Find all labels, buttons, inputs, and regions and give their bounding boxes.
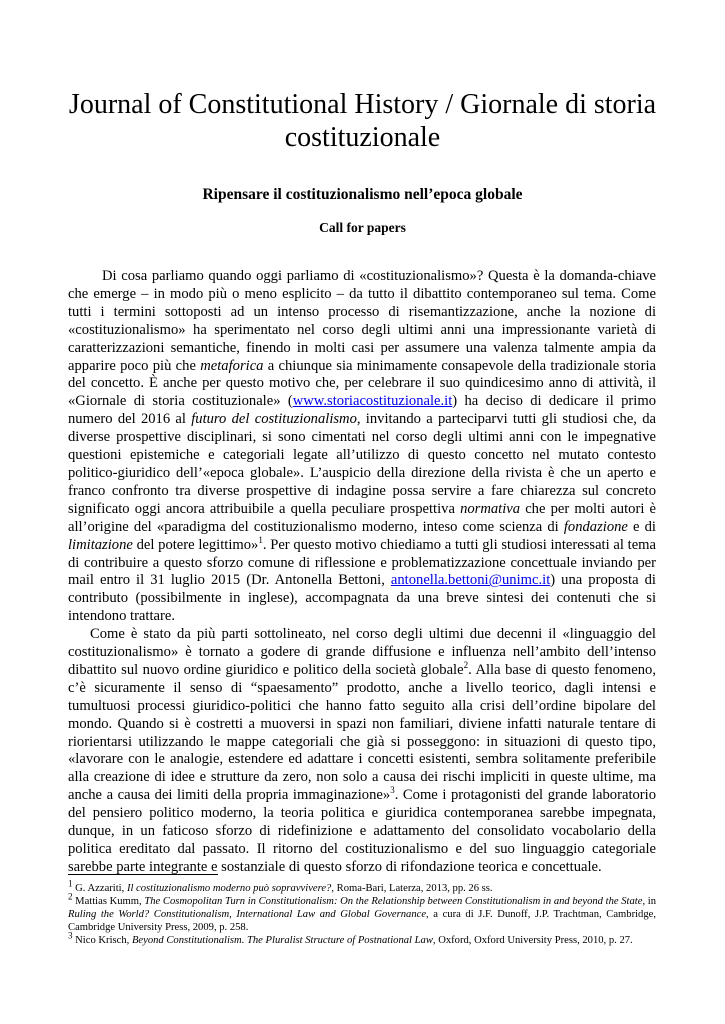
footnote-text: G. Azzariti,	[72, 883, 127, 894]
p2-text: Come è stato da più parti sottolineato, nel corso degli ultimi due decenni il «linguaggio del costituzionalismo» è tornato a godere di grande diffusione e influenza nell’ambito dell’intenso dibattito sul nuovo ordine giuridico e politico della società globale	[68, 626, 656, 678]
paragraph-1	[68, 268, 656, 626]
footnote-text: , in	[642, 896, 656, 907]
footnote-ref-3: 3	[390, 785, 395, 796]
p1-text: ) una proposta di contributo (possibilmente in inglese), accompagnata da una breve sintesi dei contenuti che si intendono trattare.	[68, 572, 656, 625]
footnote-title: The Cosmopolitan Turn in Constitutionalism: On the Relationship between Constitutionalism in and beyond the State	[144, 896, 643, 907]
p1-text: che per molti autori è all’origine del «paradigma del costituzionalismo moderno, inteso come scienza di	[68, 500, 656, 535]
footnote-text: Nico Krisch,	[72, 935, 132, 946]
footnote-number: 2	[68, 891, 73, 902]
p1-text: . Per questo motivo chiediamo a tutti gli studiosi interessati al tema di contribuire a questo sforzo comune di riflessione e problematizzazione concettuale inviando per mail entro il 31 luglio 2015 (Dr. Antonella Bettoni,	[68, 536, 657, 589]
p1-text: , invitando a parteciparvi tutti gli studiosi che, da diverse prospettive disciplinari, si sono cimentati nel corso degli ultimi anni con le impegnative questioni epistemiche e categoriali legate all’utilizzo di questo concetto nel mutato contesto politico-giuridico dell’«epoca globale». L’auspicio della direzione della rivista è che un aperto e franco confronto tra diverse prospettive di indagine possa servire a fare chiarezza sul concreto significato oggi ancora attribuibile a quella peculiare prospettiva	[68, 411, 656, 517]
footnote-1	[68, 878, 656, 895]
p1-text: Di cosa parliamo quando oggi parliamo di «costituzionalismo»? Questa è la domanda-chiave che emerge – in modo più o meno esplicito – da tutto il dibattito contemporaneo sul tema. Come tutti i termini sottoposti ad un intenso processo di risemantizzazione, anche la nozione di «costituzionalismo» ha sperimentato nel corso degli ultimi anni una impressionante varietà di caratterizzazioni semantiche, finendo in molti casi per assumere una valenza talmente ampia da apparire poco più che	[68, 268, 656, 374]
p1-italic-normativa: normativa	[460, 500, 521, 517]
p1-text: a chiunque sia minimamente consapevole della tradizionale storia del concetto. È anche per questo motivo che, per celebrare il suo quindicesimo anno di attività, il «Giornale di storia costituzionale» (	[68, 357, 656, 410]
p1-italic-fondazione: fondazione	[563, 518, 628, 535]
footnote-ref-2: 2	[463, 660, 469, 671]
footnote-text: Mattias Kumm,	[72, 896, 145, 907]
article-subtitle: Ripensare il costituzionalismo nell’epoca globale	[202, 186, 523, 203]
footnote-title: Beyond Constitutionalism. The Pluralist Structure of Postnational Law	[131, 935, 433, 946]
p1-text: del potere legittimo»	[132, 536, 259, 553]
footnote-3	[68, 930, 656, 947]
p1-italic-limitazione: limitazione	[68, 536, 133, 553]
footnote-ref-1: 1	[258, 534, 263, 545]
footnotes	[68, 878, 656, 947]
email-link[interactable]: antonella.bettoni@unimc.it	[390, 572, 551, 589]
footnote-title: Ruling the World? Constitutionalism, International Law and Global Governance	[68, 909, 427, 920]
footnote-text: , Roma-Bari, Laterza, 2013, pp. 26 ss.	[331, 883, 493, 894]
journal-title: Journal of Constitutional History / Giornale di storia costituzionale	[68, 89, 657, 153]
p2-text: . Alla base di questo fenomeno, c’è sicuramente il senso di “spaesamento” prodotto, anche a livello teorico, dagli intensi e tumultuosi processi giuridico-politici che hanno fatto seguito alla crisi dell’ordine bipolare del mondo. Quando si è costretti a muoversi in spazi non familiari, diviene infatti naturale tentare di riorientarsi utilizzando le mappe categoriali che già si posseggono: in situazioni di questo tipo, «lavorare con le analogie, estendere ed adattare i concetti esistenti, sembra solitamente preferibile alla creazione di idee e strutture da zero, non solo a causa dei rischi impliciti in queste ultime, ma anche a causa dei limiti della propria immaginazione»	[68, 661, 656, 804]
p1-italic-futuro: futuro del costituzionalismo	[191, 411, 357, 428]
body-text	[68, 268, 656, 877]
footnote-2	[68, 891, 656, 934]
website-link[interactable]: www.storiacostituzionale.it	[292, 393, 453, 410]
footnote-number: 1	[68, 878, 73, 889]
paragraph-2	[68, 626, 656, 877]
footnote-separator	[68, 874, 218, 875]
call-for-papers-label: Call for papers	[319, 220, 406, 235]
footnote-number: 3	[68, 930, 73, 941]
p1-text: ) ha deciso di dedicare il primo numero del 2016 al	[68, 393, 656, 428]
p1-text: e di	[627, 518, 656, 535]
p2-text: . Come i protagonisti del grande laboratorio del pensiero politico moderno, la teoria politica e giuridica contemporanea sarebbe impegnata, dunque, in un faticoso sforzo di ridefinizione e adattamento del consolidato vocabolario della politica ereditato dal passato. Il ritorno del costituzionalismo e del suo linguaggio categoriale sarebbe parte integrante e sostanziale di questo sforzo di rifondazione teorica e concettuale.	[68, 787, 657, 875]
footnote-title: Il costituzionalismo moderno può sopravvivere?	[126, 883, 332, 894]
p1-italic-metaforica: metaforica	[200, 357, 264, 374]
footnote-text: , a cura di J.F. Dunoff, J.P. Trachtman, Cambridge, Cambridge University Press, 2009, p. 258.	[68, 909, 656, 933]
footnote-text: , Oxford, Oxford University Press, 2010, p. 27.	[432, 935, 633, 946]
